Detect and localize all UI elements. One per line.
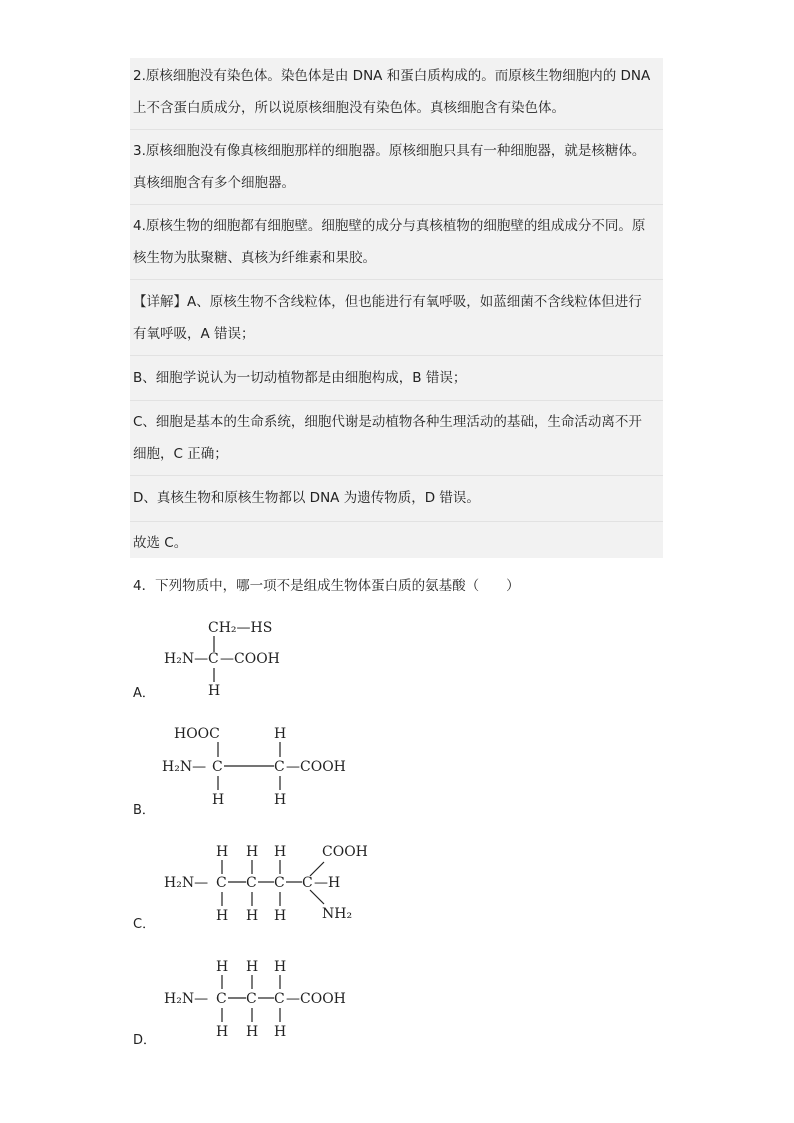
structure-text: H: [274, 726, 287, 742]
structure-text: H₂N—: [164, 991, 209, 1007]
text-line: 3.原核细胞没有像真核细胞那样的细胞器。原核细胞只具有一种细胞器，就是核糖体。: [133, 143, 646, 159]
structure-text: H₂N—: [164, 651, 209, 667]
structure-text: H: [216, 908, 229, 924]
divider: [130, 521, 663, 522]
question-text: 4．下列物质中，哪一项不是组成生物体蛋白质的氨基酸（ ）: [133, 578, 520, 594]
structure-text: C: [246, 875, 257, 891]
text-line: 故选 C。: [133, 535, 188, 551]
structure-text: H: [274, 908, 287, 924]
divider: [130, 279, 663, 280]
text-line: 上不含蛋白质成分，所以说原核细胞没有染色体。真核细胞含有染色体。: [133, 100, 565, 116]
structure-text: C: [274, 759, 285, 775]
text-line: 【详解】A、原核生物不含线粒体，但也能进行有氧呼吸，如蓝细菌不含线粒体但进行: [133, 294, 642, 310]
divider: [130, 400, 663, 401]
structure-text: NH₂: [322, 906, 353, 922]
divider: [130, 475, 663, 476]
structure-text: H: [274, 1024, 287, 1040]
structure-text: H: [246, 1024, 259, 1040]
detail-a: [133, 286, 663, 350]
structure-text: H: [216, 1024, 229, 1040]
structure-a: [160, 612, 310, 702]
structure-d: [160, 953, 380, 1043]
structure-text: —COOH: [220, 651, 280, 667]
structure-b: [158, 720, 378, 815]
structure-text: H: [212, 792, 225, 808]
text-line: B、细胞学说认为一切动植物都是由细胞构成，B 错误；: [133, 370, 467, 386]
structure-text: H: [246, 908, 259, 924]
structure-c: [160, 838, 390, 928]
structure-text: H: [274, 959, 287, 975]
detail-c: [133, 406, 663, 470]
text-line: 有氧呼吸，A 错误；: [133, 326, 255, 342]
text-line: 核生物为肽聚糖、真核为纤维素和果胶。: [133, 250, 376, 266]
structure-text: C: [212, 759, 223, 775]
structure-text: C: [246, 991, 257, 1007]
structure-text: H: [208, 683, 221, 699]
divider: [130, 355, 663, 356]
text-line: 细胞，C 正确；: [133, 446, 228, 462]
answer: [133, 527, 663, 559]
bond: [310, 890, 324, 904]
option-d-label: D．: [133, 1033, 157, 1048]
structure-text: —H: [314, 875, 341, 891]
structure-text: —COOH: [286, 759, 346, 775]
structure-text: HOOC: [174, 726, 220, 742]
structure-text: H: [216, 844, 229, 860]
structure-text: C: [274, 875, 285, 891]
structure-text: C: [216, 875, 227, 891]
explain-point-2: [133, 60, 663, 124]
text-line: 真核细胞含有多个细胞器。: [133, 175, 295, 191]
explain-point-3: [133, 135, 663, 199]
text-line: C、细胞是基本的生命系统，细胞代谢是动植物各种生理活动的基础，生命活动离不开: [133, 414, 642, 430]
structure-text: H: [246, 959, 259, 975]
structure-text: H₂N—: [162, 759, 207, 775]
text-line: 4.原核生物的细胞都有细胞壁。细胞壁的成分与真核植物的细胞壁的组成成分不同。原: [133, 218, 646, 234]
option-c-label: C．: [133, 917, 156, 932]
option-b-label: B．: [133, 803, 155, 818]
structure-text: H₂N—: [164, 875, 209, 891]
structure-text: C: [274, 991, 285, 1007]
divider: [130, 204, 663, 205]
structure-text: C: [302, 875, 313, 891]
divider: [130, 129, 663, 130]
text-line: D、真核生物和原核生物都以 DNA 为遗传物质，D 错误。: [133, 490, 480, 506]
detail-d: [133, 482, 663, 514]
text-line: 2.原核细胞没有染色体。染色体是由 DNA 和蛋白质构成的。而原核生物细胞内的 DNA: [133, 68, 651, 84]
structure-text: C: [208, 651, 219, 667]
structure-text: H: [246, 844, 259, 860]
bond: [310, 862, 324, 876]
option-a-label: A．: [133, 686, 155, 701]
explain-point-4: [133, 210, 663, 274]
detail-b: [133, 362, 663, 394]
structure-text: H: [274, 844, 287, 860]
structure-text: H: [216, 959, 229, 975]
structure-text: COOH: [322, 844, 368, 860]
structure-text: H: [274, 792, 287, 808]
structure-text: CH₂—HS: [208, 620, 273, 636]
structure-text: C: [216, 991, 227, 1007]
structure-text: —COOH: [286, 991, 346, 1007]
